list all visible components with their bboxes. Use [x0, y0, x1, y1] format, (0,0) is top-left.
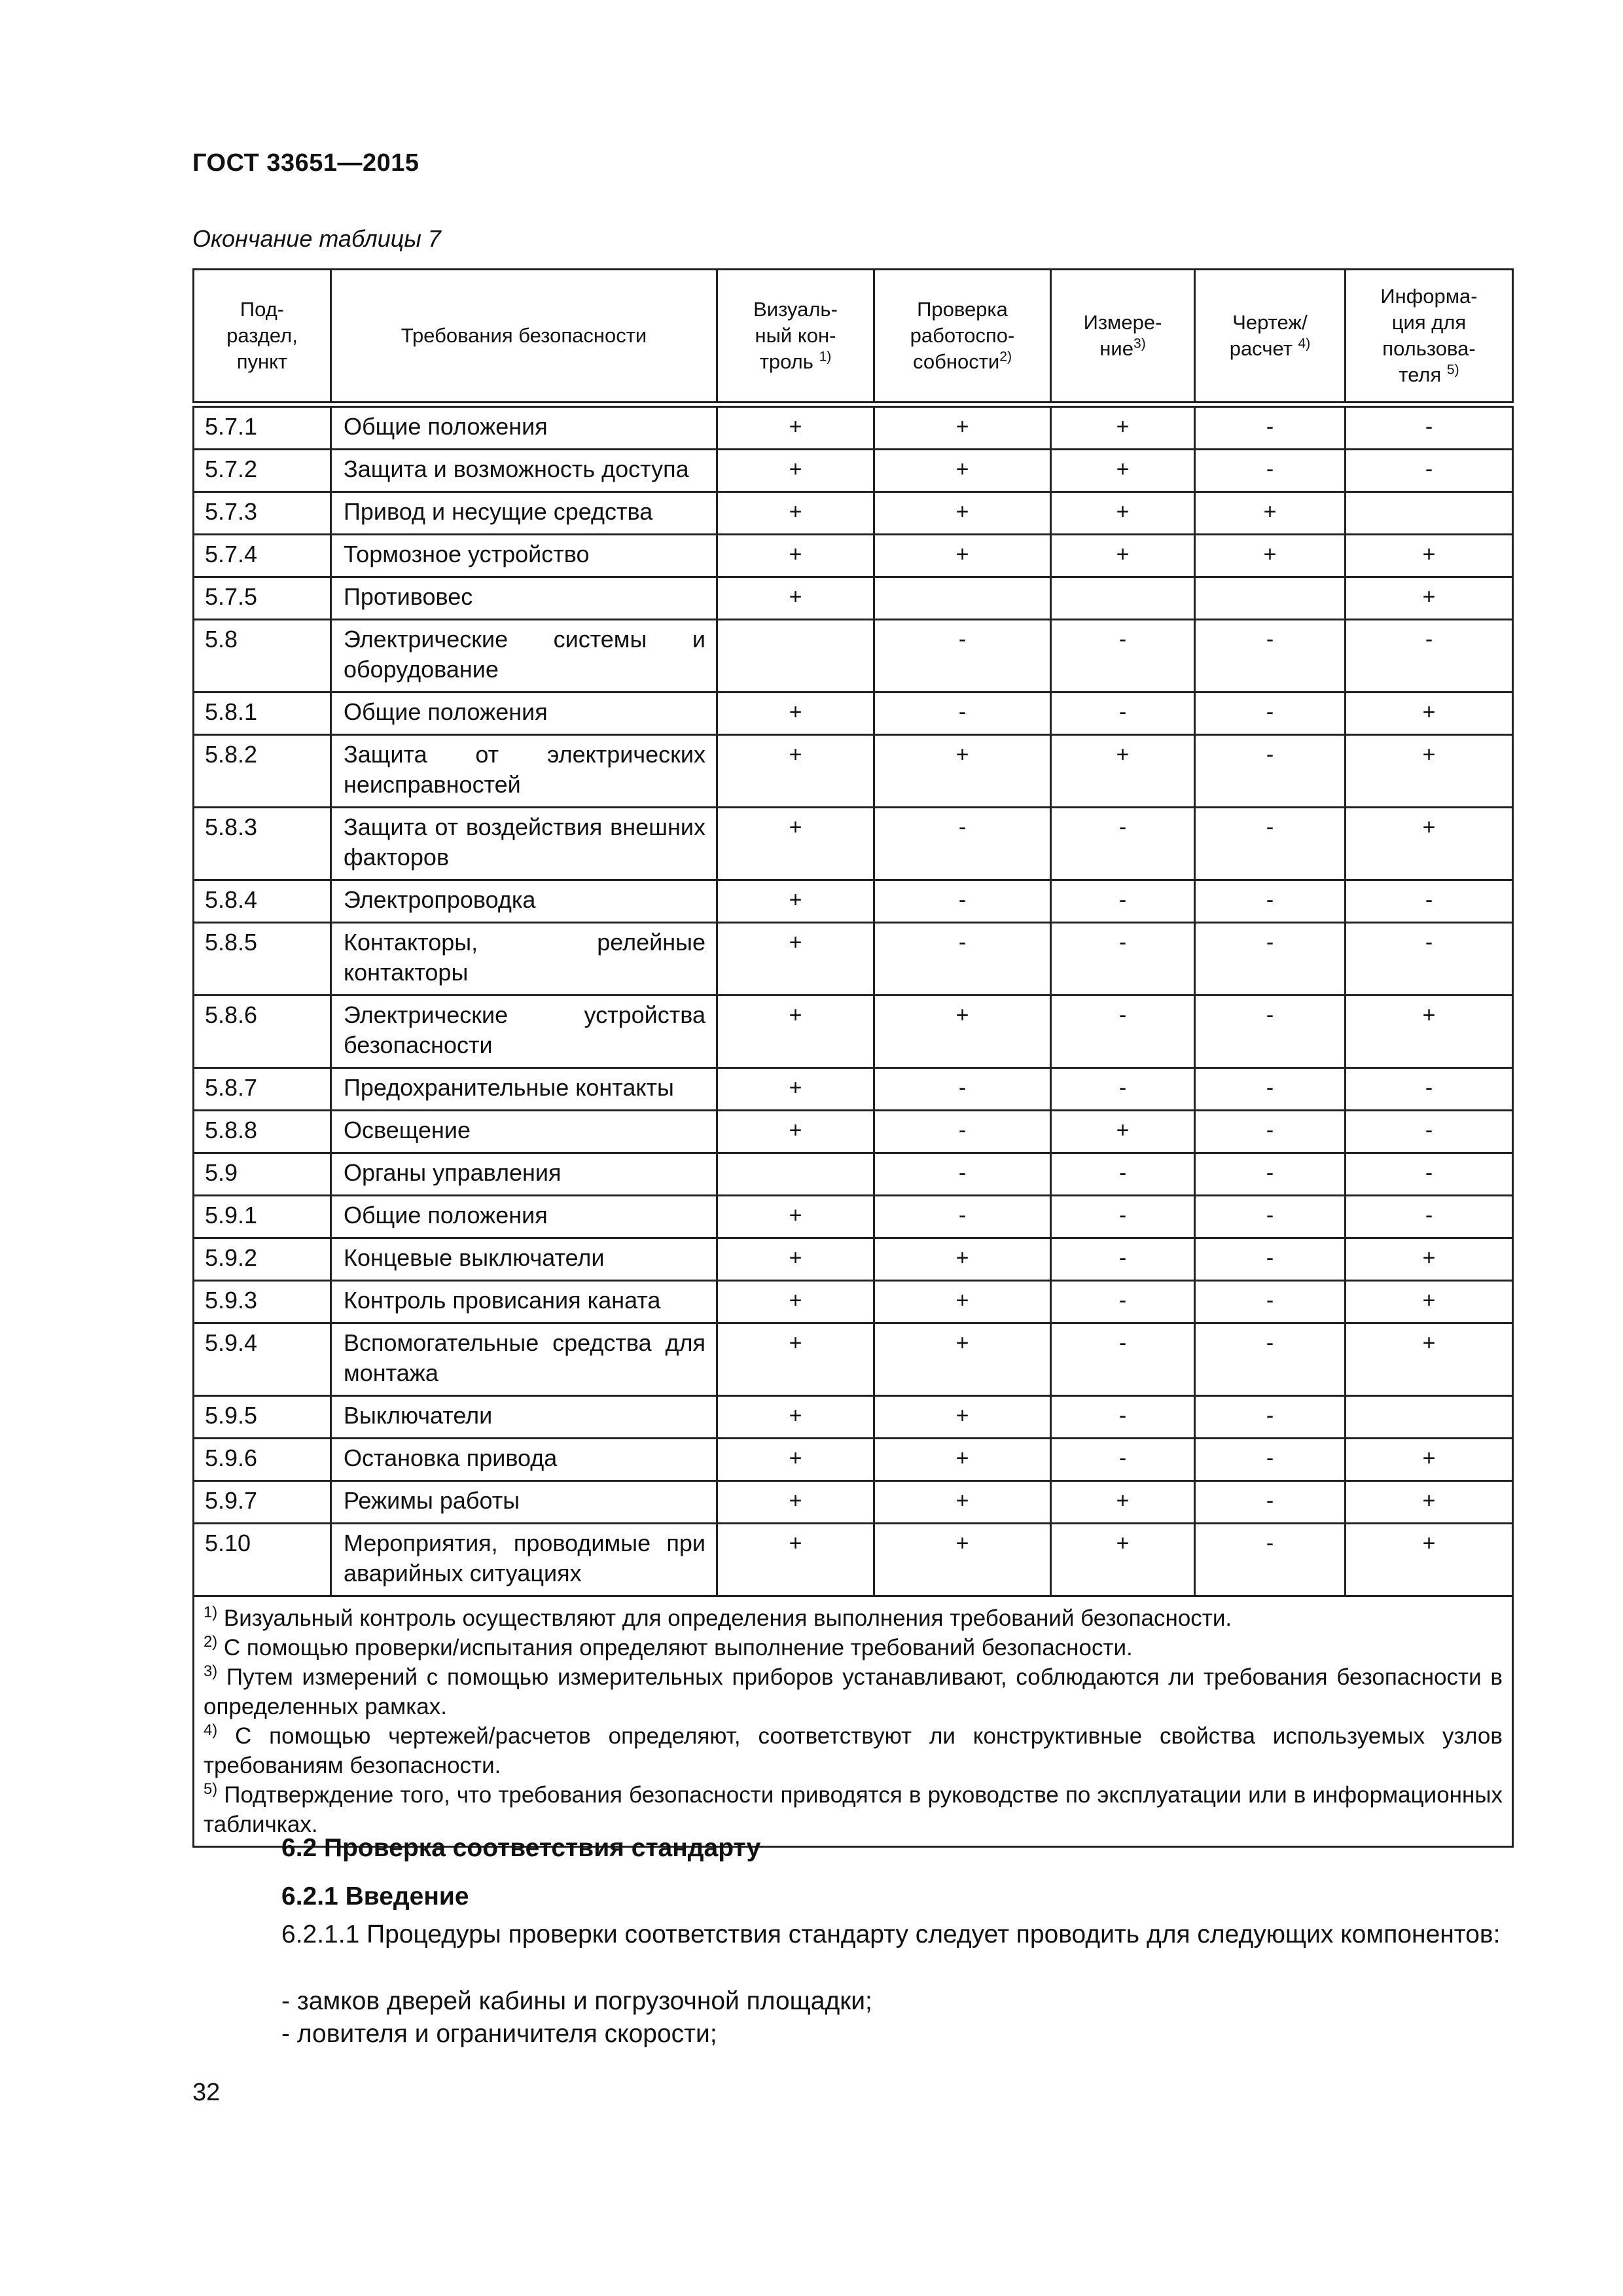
mark-measurement: + — [1051, 450, 1195, 492]
row-section: 5.9.2 — [194, 1238, 331, 1281]
mark-measurement: + — [1051, 535, 1195, 577]
row-section: 5.8.2 — [194, 735, 331, 808]
mark-operability: - — [874, 692, 1051, 735]
table-row — [194, 492, 1513, 535]
mark-visual: + — [717, 692, 874, 735]
mark-visual: + — [717, 1439, 874, 1481]
table-header-row — [194, 270, 1513, 405]
mark-user-info: - — [1346, 1111, 1513, 1153]
footnotes-cell — [194, 1596, 1513, 1847]
mark-operability: + — [874, 1439, 1051, 1481]
mark-operability: - — [874, 808, 1051, 880]
row-requirement: Защита и возможность доступа — [331, 450, 717, 492]
table-row — [194, 692, 1513, 735]
subsection-heading: 6.2.1 Введение — [281, 1882, 469, 1910]
mark-visual — [717, 620, 874, 692]
table-row — [194, 450, 1513, 492]
mark-operability: + — [874, 535, 1051, 577]
row-requirement: Электрические устройства безопасности — [331, 996, 717, 1068]
table-row — [194, 880, 1513, 923]
mark-operability: - — [874, 880, 1051, 923]
mark-user-info: - — [1346, 450, 1513, 492]
mark-operability: + — [874, 1396, 1051, 1439]
table-row — [194, 620, 1513, 692]
mark-user-info: + — [1346, 1481, 1513, 1524]
table-row — [194, 1153, 1513, 1196]
mark-drawing: - — [1195, 1396, 1346, 1439]
mark-user-info: - — [1346, 404, 1513, 450]
mark-user-info — [1346, 492, 1513, 535]
mark-measurement: - — [1051, 1196, 1195, 1238]
mark-operability: + — [874, 996, 1051, 1068]
mark-user-info: - — [1346, 923, 1513, 996]
mark-user-info — [1346, 1396, 1513, 1439]
row-section: 5.8 — [194, 620, 331, 692]
mark-drawing: - — [1195, 1481, 1346, 1524]
mark-operability: + — [874, 492, 1051, 535]
mark-operability: - — [874, 923, 1051, 996]
mark-drawing: - — [1195, 923, 1346, 996]
mark-visual: + — [717, 1238, 874, 1281]
mark-operability: - — [874, 1068, 1051, 1111]
row-requirement: Выключатели — [331, 1396, 717, 1439]
page-number: 32 — [192, 2079, 221, 2106]
mark-visual: + — [717, 1481, 874, 1524]
table-row — [194, 535, 1513, 577]
table-row — [194, 577, 1513, 620]
mark-visual: + — [717, 808, 874, 880]
table-row — [194, 1281, 1513, 1323]
row-section: 5.7.1 — [194, 404, 331, 450]
mark-drawing: - — [1195, 1238, 1346, 1281]
mark-measurement: - — [1051, 1439, 1195, 1481]
mark-measurement: - — [1051, 880, 1195, 923]
row-section: 5.9.1 — [194, 1196, 331, 1238]
header-visual-control: Визуаль- ный кон- троль $^{1)}$ — [717, 270, 874, 405]
mark-measurement: - — [1051, 620, 1195, 692]
mark-measurement: + — [1051, 1524, 1195, 1596]
mark-measurement: - — [1051, 923, 1195, 996]
row-requirement: Мероприятия, проводимые при аварийных ситуациях — [331, 1524, 717, 1596]
mark-measurement: + — [1051, 1111, 1195, 1153]
table-row — [194, 923, 1513, 996]
mark-visual: + — [717, 1068, 874, 1111]
table-row — [194, 1396, 1513, 1439]
mark-operability — [874, 577, 1051, 620]
row-section: 5.8.7 — [194, 1068, 331, 1111]
mark-user-info: - — [1346, 1068, 1513, 1111]
mark-visual: + — [717, 1524, 874, 1596]
row-section: 5.9.5 — [194, 1396, 331, 1439]
row-requirement: Вспомогательные средства для монтажа — [331, 1323, 717, 1396]
header-operability-check: Проверка работоспо- собности$^{2)}$ — [874, 270, 1051, 405]
mark-operability: + — [874, 404, 1051, 450]
row-requirement: Электропроводка — [331, 880, 717, 923]
table-row — [194, 404, 1513, 450]
footnote: $^{5)}$ Подтверждение того, что требования безопасности приводятся в руководстве по эксплуатации или в информационных табличках. — [204, 1780, 1503, 1837]
header-user-information: Информа- ция для пользова- теля $^{5)}$ — [1346, 270, 1513, 405]
table-row — [194, 996, 1513, 1068]
row-section: 5.7.3 — [194, 492, 331, 535]
row-requirement: Контроль провисания каната — [331, 1281, 717, 1323]
mark-user-info: + — [1346, 808, 1513, 880]
header-section: Под- раздел, пункт — [194, 270, 331, 405]
mark-measurement — [1051, 577, 1195, 620]
mark-measurement: + — [1051, 1481, 1195, 1524]
row-section: 5.9.7 — [194, 1481, 331, 1524]
table-row — [194, 1111, 1513, 1153]
mark-user-info: - — [1346, 1153, 1513, 1196]
mark-user-info: - — [1346, 620, 1513, 692]
footnote: $^{1)}$ Визуальный контроль осуществляют для определения выполнения требований безопасности. — [204, 1603, 1232, 1631]
row-requirement: Противовес — [331, 577, 717, 620]
row-section: 5.9.6 — [194, 1439, 331, 1481]
mark-measurement: - — [1051, 808, 1195, 880]
table-caption: Окончание таблицы 7 — [192, 225, 441, 252]
table-row — [194, 1068, 1513, 1111]
row-requirement: Тормозное устройство — [331, 535, 717, 577]
mark-drawing: - — [1195, 1153, 1346, 1196]
mark-visual: + — [717, 535, 874, 577]
mark-measurement: - — [1051, 1396, 1195, 1439]
row-requirement: Общие положения — [331, 404, 717, 450]
mark-drawing: - — [1195, 620, 1346, 692]
mark-drawing: - — [1195, 808, 1346, 880]
mark-user-info: + — [1346, 735, 1513, 808]
footnote: $^{4)}$ С помощью чертежей/расчетов определяют, соответствуют ли конструктивные свойства используемых узлов требованиям безопасности. — [204, 1721, 1503, 1778]
mark-user-info: + — [1346, 1281, 1513, 1323]
mark-visual: + — [717, 923, 874, 996]
mark-operability: + — [874, 735, 1051, 808]
table-row — [194, 1524, 1513, 1596]
mark-drawing: - — [1195, 996, 1346, 1068]
row-requirement: Предохранительные контакты — [331, 1068, 717, 1111]
header-measurement: Измере- ние$^{3)}$ — [1051, 270, 1195, 405]
mark-user-info: + — [1346, 1238, 1513, 1281]
mark-measurement: - — [1051, 1238, 1195, 1281]
row-requirement: Режимы работы — [331, 1481, 717, 1524]
row-section: 5.8.8 — [194, 1111, 331, 1153]
document-title: ГОСТ 33651—2015 — [192, 149, 419, 177]
row-section: 5.8.6 — [194, 996, 331, 1068]
mark-drawing: - — [1195, 1439, 1346, 1481]
mark-operability: + — [874, 1238, 1051, 1281]
table-row — [194, 735, 1513, 808]
row-section: 5.7.5 — [194, 577, 331, 620]
mark-measurement: + — [1051, 404, 1195, 450]
table-row — [194, 1323, 1513, 1396]
list-item: - ловителя и ограничителя скорости; — [281, 2020, 717, 2048]
mark-operability: - — [874, 1196, 1051, 1238]
mark-drawing: - — [1195, 735, 1346, 808]
row-section: 5.9 — [194, 1153, 331, 1196]
mark-user-info: + — [1346, 692, 1513, 735]
mark-visual: + — [717, 1323, 874, 1396]
mark-visual: + — [717, 1281, 874, 1323]
list-item: - замков дверей кабины и погрузочной площадки; — [281, 1987, 872, 2015]
row-section: 5.8.5 — [194, 923, 331, 996]
header-requirements: Требования безопасности — [331, 270, 717, 405]
row-section: 5.7.4 — [194, 535, 331, 577]
mark-measurement: - — [1051, 692, 1195, 735]
mark-drawing: + — [1195, 535, 1346, 577]
mark-drawing: - — [1195, 1524, 1346, 1596]
mark-user-info: + — [1346, 1323, 1513, 1396]
row-section: 5.8.3 — [194, 808, 331, 880]
mark-operability: + — [874, 1524, 1051, 1596]
mark-drawing: - — [1195, 404, 1346, 450]
requirements-table — [192, 268, 1514, 1848]
row-requirement: Органы управления — [331, 1153, 717, 1196]
mark-operability: - — [874, 1153, 1051, 1196]
mark-drawing — [1195, 577, 1346, 620]
table-row — [194, 808, 1513, 880]
mark-operability: + — [874, 450, 1051, 492]
mark-visual: + — [717, 450, 874, 492]
row-requirement: Контакторы, релейные контакторы — [331, 923, 717, 996]
row-section: 5.9.3 — [194, 1281, 331, 1323]
row-section: 5.8.1 — [194, 692, 331, 735]
table-row — [194, 1196, 1513, 1238]
mark-operability: + — [874, 1281, 1051, 1323]
mark-measurement: - — [1051, 1153, 1195, 1196]
header-drawing-calculation: Чертеж/ расчет $^{4)}$ — [1195, 270, 1346, 405]
footnote: $^{3)}$ Путем измерений с помощью измерительных приборов устанавливают, соблюдаются ли требования безопасности в определенных рамках. — [204, 1662, 1503, 1719]
row-section: 5.7.2 — [194, 450, 331, 492]
mark-drawing: - — [1195, 1068, 1346, 1111]
mark-visual: + — [717, 1196, 874, 1238]
mark-measurement: + — [1051, 492, 1195, 535]
section-heading: 6.2 Проверка соответствия стандарту — [281, 1834, 761, 1862]
footnote: $^{2)}$ С помощью проверки/испытания определяют выполнение требований безопасности. — [204, 1632, 1133, 1660]
mark-operability: - — [874, 620, 1051, 692]
body-paragraph: 6.2.1.1 Процедуры проверки соответствия стандарту следует проводить для следующих компонентов: — [281, 1920, 1501, 1948]
mark-visual: + — [717, 735, 874, 808]
table-row — [194, 1238, 1513, 1281]
mark-visual — [717, 1153, 874, 1196]
row-section: 5.9.4 — [194, 1323, 331, 1396]
mark-user-info: + — [1346, 996, 1513, 1068]
row-requirement: Общие положения — [331, 1196, 717, 1238]
mark-drawing: - — [1195, 1111, 1346, 1153]
mark-user-info: - — [1346, 880, 1513, 923]
table-row — [194, 1439, 1513, 1481]
mark-measurement: + — [1051, 735, 1195, 808]
mark-drawing: - — [1195, 1323, 1346, 1396]
row-requirement: Остановка привода — [331, 1439, 717, 1481]
mark-operability: + — [874, 1323, 1051, 1396]
mark-user-info: - — [1346, 1196, 1513, 1238]
row-requirement: Привод и несущие средства — [331, 492, 717, 535]
mark-drawing: + — [1195, 492, 1346, 535]
mark-user-info: + — [1346, 535, 1513, 577]
mark-visual: + — [717, 492, 874, 535]
mark-user-info: + — [1346, 1439, 1513, 1481]
mark-user-info: + — [1346, 1524, 1513, 1596]
table-row — [194, 1481, 1513, 1524]
row-requirement: Электрические системы и оборудование — [331, 620, 717, 692]
mark-operability: - — [874, 1111, 1051, 1153]
row-requirement: Общие положения — [331, 692, 717, 735]
mark-drawing: - — [1195, 1281, 1346, 1323]
mark-visual: + — [717, 404, 874, 450]
mark-measurement: - — [1051, 1281, 1195, 1323]
mark-visual: + — [717, 577, 874, 620]
mark-user-info: + — [1346, 577, 1513, 620]
row-requirement: Освещение — [331, 1111, 717, 1153]
mark-drawing: - — [1195, 450, 1346, 492]
mark-drawing: - — [1195, 692, 1346, 735]
mark-visual: + — [717, 1396, 874, 1439]
table-footnotes-row — [194, 1596, 1513, 1847]
mark-measurement: - — [1051, 1323, 1195, 1396]
mark-drawing: - — [1195, 880, 1346, 923]
mark-operability: + — [874, 1481, 1051, 1524]
row-requirement: Концевые выключатели — [331, 1238, 717, 1281]
mark-visual: + — [717, 1111, 874, 1153]
row-section: 5.8.4 — [194, 880, 331, 923]
mark-visual: + — [717, 996, 874, 1068]
mark-drawing: - — [1195, 1196, 1346, 1238]
mark-measurement: - — [1051, 1068, 1195, 1111]
mark-measurement: - — [1051, 996, 1195, 1068]
row-section: 5.10 — [194, 1524, 331, 1596]
row-requirement: Защита от воздействия внешних факторов — [331, 808, 717, 880]
mark-visual: + — [717, 880, 874, 923]
row-requirement: Защита от электрических неисправностей — [331, 735, 717, 808]
